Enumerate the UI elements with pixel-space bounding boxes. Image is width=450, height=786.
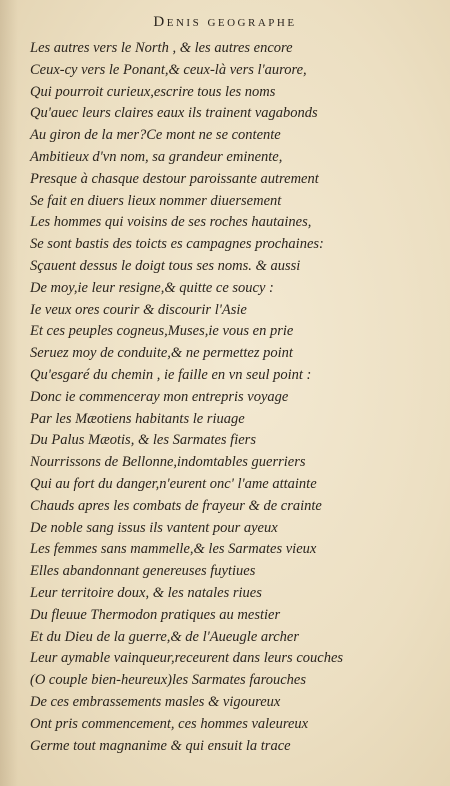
verse-line: Au giron de la mer?Ce mont ne se contente xyxy=(30,127,281,144)
verse-line: Presque à chasque destour paroissante autrement xyxy=(30,170,319,187)
verse-line: Ie veux ores courir & discourir l'Asie xyxy=(30,301,247,318)
verse-line: Se fait en diuers lieux nommer diuersement xyxy=(30,192,282,209)
verse-line: Elles abandonnant genereuses fuytiues xyxy=(30,563,256,580)
verse-line: Du Palus Mæotis, & les Sarmates fiers xyxy=(30,432,256,449)
verse-line: Ambitieux d'vn nom, sa grandeur eminente, xyxy=(30,148,283,165)
verse-line: Qu'auec leurs claires eaux ils trainent vagabonds xyxy=(30,105,318,122)
verse-line: Qui pourroit curieux,escrire tous les noms xyxy=(30,83,276,100)
verse-line: Se sont bastis des toicts es campagnes prochaines: xyxy=(30,236,324,253)
verse-line: Leur aymable vainqueur,receurent dans leurs couches xyxy=(30,650,344,667)
verse-line: De noble sang issus ils vantent pour ayeux xyxy=(30,519,278,536)
verse-line: Ceux-cy vers le Ponant,& ceux-là vers l'aurore, xyxy=(30,61,307,78)
verse-line: Du fleuue Thermodon pratiques au mestier xyxy=(30,606,281,623)
verse-line: Qu'esgaré du chemin , ie faille en vn seul point : xyxy=(30,366,312,383)
verse-line: Les autres vers le North , & les autres encore xyxy=(30,40,293,56)
gutter-shadow xyxy=(0,0,18,786)
verse-line: Et du Dieu de la guerre,& de l'Aueugle archer xyxy=(30,628,300,645)
verse-line: Nourrissons de Bellonne,indomtables guerriers xyxy=(30,454,306,471)
verse-line: Les hommes qui voisins de ses roches hautaines, xyxy=(30,214,312,231)
verse-line: De moy,ie leur resigne,& quitte ce soucy : xyxy=(30,279,274,296)
verse-line: Germe tout magnanime & qui ensuit la trace xyxy=(30,737,291,754)
running-header: Denis geographe xyxy=(153,14,297,30)
verse-line: Chauds apres les combats de frayeur & de crainte xyxy=(30,497,322,514)
verse-line: De ces embrassements masles & vigoureux xyxy=(30,693,281,710)
verse-line: Qui au fort du danger,n'eurent onc' l'ame attainte xyxy=(30,475,317,492)
verse-line: Les femmes sans mammelle,& les Sarmates vieux xyxy=(30,541,317,558)
verse-line: Donc ie commenceray mon entrepris voyage xyxy=(30,388,289,405)
verse-line: Sçauent dessus le doigt tous ses noms. & aussi xyxy=(30,257,301,274)
verse-line: (O couple bien-heureux)les Sarmates farouches xyxy=(30,672,306,689)
verse-line: Leur territoire doux, & les natales riues xyxy=(30,584,262,601)
verse-block xyxy=(30,38,435,757)
verse-line: Ont pris commencement, ces hommes valeureux xyxy=(30,715,309,732)
verse-line: Seruez moy de conduite,& ne permettez point xyxy=(30,345,293,362)
verse-line: Par les Mæotiens habitants le riuage xyxy=(30,410,245,427)
verse-line: Et ces peuples cogneus,Muses,ie vous en prie xyxy=(30,323,294,340)
